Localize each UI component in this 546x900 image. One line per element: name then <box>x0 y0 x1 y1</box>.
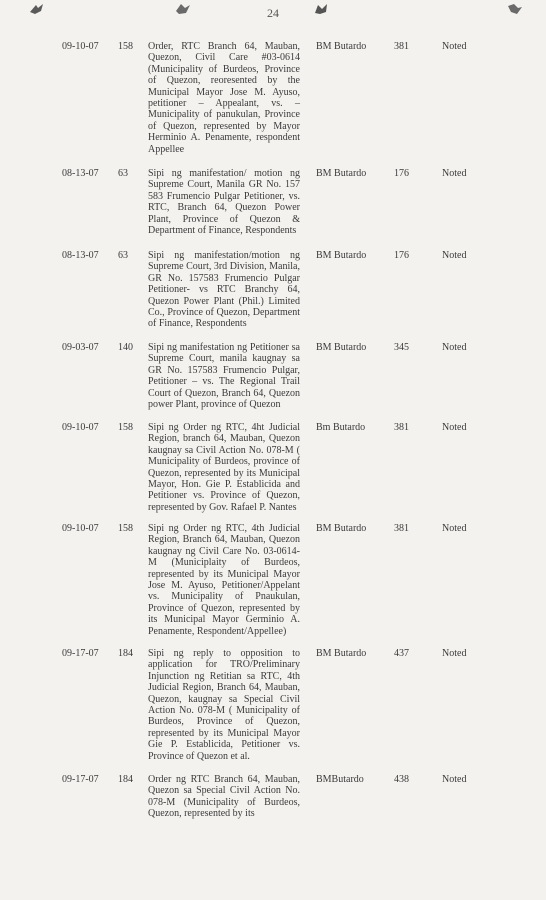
number-cell: 381 <box>394 422 409 433</box>
number-cell: 438 <box>394 774 409 785</box>
page-cell: 184 <box>118 648 133 659</box>
date-cell: 09-17-07 <box>62 648 99 659</box>
date-cell: 09-10-07 <box>62 422 99 433</box>
status-cell: Noted <box>442 422 467 433</box>
description-cell: Sipi ng manifestation/motion ng Supreme Court, 3rd Division, Manila, GR No. 157583 Frumencio Pulgar Petitioner- vs RTC Branchy 64, Quezon Power Plant (Phil.) Limited Co., Province of Quezon, Department of Finance, Respondents <box>148 250 300 330</box>
description-cell: Sipi ng Order ng RTC, 4ht Judicial Region, branch 64, Mauban, Quezon kaugnay sa Civil Action No. 078-M ( Municipality of Burdeos, province of Quezon, represented by its Municipal Mayor, Hon. Gie P. Establicida and Petitioner vs. Province of Quezon, represented by Gov. Rafael P. Nantes <box>148 422 300 513</box>
number-cell: 437 <box>394 648 409 659</box>
description-cell: Sipi ng manifestation ng Petitioner sa Supreme Court, manila kaugnay sa GR No. 157583 Frumencio Pulgar, Petitioner – vs. The Regional Trail Court of Quezon, Branch 64, Quezon power Plant, province of Quezon <box>148 342 300 411</box>
number-cell: 176 <box>394 168 409 179</box>
page-cell: 184 <box>118 774 133 785</box>
date-cell: 09-10-07 <box>62 41 99 52</box>
number-cell: 176 <box>394 250 409 261</box>
status-cell: Noted <box>442 168 467 179</box>
status-cell: Noted <box>442 523 467 534</box>
referred-by-cell: BM Butardo <box>316 250 367 261</box>
date-cell: 09-03-07 <box>62 342 99 353</box>
date-cell: 09-10-07 <box>62 523 99 534</box>
referred-by-cell: Bm Butardo <box>316 422 366 433</box>
page-cell: 63 <box>118 250 128 261</box>
status-cell: Noted <box>442 774 467 785</box>
referred-by-cell: BM Butardo <box>316 342 367 353</box>
page-cell: 158 <box>118 41 133 52</box>
status-cell: Noted <box>442 41 467 52</box>
description-cell: Order, RTC Branch 64, Mauban, Quezon, Civil Care #03-0614 (Municipality of Burdeos, Province of Quezon, reoresented by the Municipal Mayor Jose M. Ayuso, petitioner – Appealant, vs. – Municipality of panukulan, Province of Quezon, represented by Mayor Herminio A. Penamente, respondent Appellee <box>148 41 300 155</box>
page-cell: 63 <box>118 168 128 179</box>
number-cell: 345 <box>394 342 409 353</box>
description-cell: Sipi ng Order ng RTC, 4th Judicial Region, Branch 64, Mauban, Quezon kaugnay ng Civil Care No. 03-0614-M (Municiplaity of Burdeos, represented by its Municipal Mayor Jose M. Ayuso, Petitioner/Appelant vs. Municipality of Pnaukulan, Province of Quezon, represented by its Municipal Mayor Germinio A. Penamente, Respondent/Appellee) <box>148 523 300 637</box>
number-cell: 381 <box>394 41 409 52</box>
status-cell: Noted <box>442 648 467 659</box>
page-cell: 158 <box>118 422 133 433</box>
status-cell: Noted <box>442 250 467 261</box>
date-cell: 09-17-07 <box>62 774 99 785</box>
page-cell: 158 <box>118 523 133 534</box>
date-cell: 08-13-07 <box>62 250 99 261</box>
status-cell: Noted <box>442 342 467 353</box>
page-number: 24 <box>267 6 279 20</box>
page-cell: 140 <box>118 342 133 353</box>
referred-by-cell: BMButardo <box>316 774 364 785</box>
description-cell: Sipi ng reply to opposition to application for TRO/Preliminary Injunction ng Retitian sa RTC, 4th Judicial Region, Branch 64, Mauban, Quezon, kaugnay sa Special Civil Action No. 078-M ( Municipality of Burdeos, Province of Quezon, represented by its Municipal Mayor Gie P. Establicida, Petitioner vs. Province of Quezon et al. <box>148 648 300 762</box>
referred-by-cell: BM Butardo <box>316 168 367 179</box>
date-cell: 08-13-07 <box>62 168 99 179</box>
number-cell: 381 <box>394 523 409 534</box>
referred-by-cell: BM Butardo <box>316 648 367 659</box>
referred-by-cell: BM Butardo <box>316 523 367 534</box>
referred-by-cell: BM Butardo <box>316 41 367 52</box>
description-cell: Order ng RTC Branch 64, Mauban, Quezon sa Special Civil Action No. 078-M (Municipality of Burdeos, Quezon, represented by its <box>148 774 300 820</box>
description-cell: Sipi ng manifestation/ motion ng Supreme Court, Manila GR No. 157 583 Frumencio Pulgar Petitioner, vs. RTC, Branch 64, Quezon Power Plant, Province of Quezon & Department of Finance, Respondents <box>148 168 300 237</box>
